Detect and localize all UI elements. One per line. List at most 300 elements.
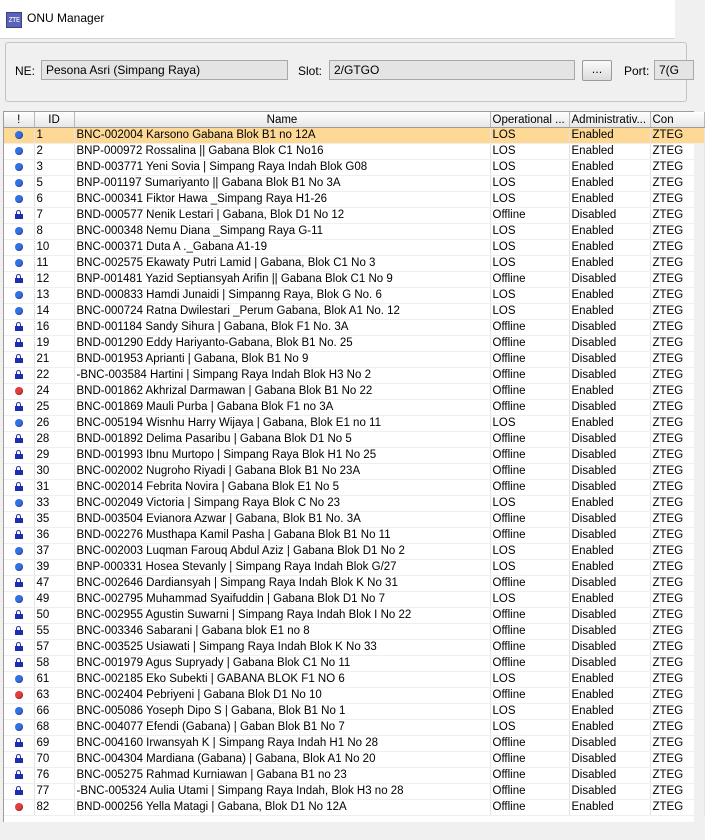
- table-row[interactable]: [4, 736, 704, 752]
- lock-icon: [15, 434, 23, 443]
- config-cell: ZTEG: [650, 656, 704, 672]
- name-cell: BNP-001481 Yazid Septiansyah Arifin || Gabana Blok C1 No 9: [74, 272, 490, 288]
- table-row[interactable]: [4, 640, 704, 656]
- id-cell: 63: [34, 688, 74, 704]
- operational-cell: LOS: [490, 496, 569, 512]
- id-cell: 82: [34, 800, 74, 816]
- status-cell: [4, 752, 34, 768]
- table-row[interactable]: [4, 400, 704, 416]
- operational-cell: Offline: [490, 432, 569, 448]
- name-cell: BNC-001979 Agus Supryady | Gabana Blok C1 No 11: [74, 656, 490, 672]
- table-row[interactable]: [4, 752, 704, 768]
- name-cell: -BNC-005324 Aulia Utami | Simpang Raya Indah, Blok H3 no 28: [74, 784, 490, 800]
- window-title: ONU Manager: [27, 11, 105, 25]
- lock-icon: [15, 770, 23, 779]
- config-cell: ZTEG: [650, 768, 704, 784]
- status-cell: [4, 400, 34, 416]
- config-cell: ZTEG: [650, 736, 704, 752]
- administrative-cell: Disabled: [569, 336, 650, 352]
- id-cell: 35: [34, 512, 74, 528]
- table-row[interactable]: [4, 560, 704, 576]
- id-cell: 57: [34, 640, 74, 656]
- operational-cell: Offline: [490, 784, 569, 800]
- id-cell: 6: [34, 192, 74, 208]
- config-cell: ZTEG: [650, 480, 704, 496]
- lock-icon: [15, 210, 23, 219]
- administrative-cell: Disabled: [569, 208, 650, 224]
- id-cell: 13: [34, 288, 74, 304]
- table-row[interactable]: [4, 432, 704, 448]
- status-cell: [4, 624, 34, 640]
- table-row[interactable]: [4, 800, 704, 816]
- table-row[interactable]: [4, 784, 704, 800]
- config-cell: ZTEG: [650, 432, 704, 448]
- administrative-cell: Enabled: [569, 800, 650, 816]
- blue-dot-icon: [15, 163, 23, 171]
- operational-cell: Offline: [490, 800, 569, 816]
- status-cell: [4, 544, 34, 560]
- lock-icon: [15, 274, 23, 283]
- config-cell: ZTEG: [650, 144, 704, 160]
- operational-cell: LOS: [490, 240, 569, 256]
- config-cell: ZTEG: [650, 352, 704, 368]
- table-row[interactable]: [4, 464, 704, 480]
- id-cell: 8: [34, 224, 74, 240]
- administrative-cell: Enabled: [569, 288, 650, 304]
- status-cell: [4, 432, 34, 448]
- config-cell: ZTEG: [650, 544, 704, 560]
- table-row[interactable]: [4, 416, 704, 432]
- operational-cell: Offline: [490, 656, 569, 672]
- table-row[interactable]: [4, 592, 704, 608]
- name-cell: BND-000577 Nenik Lestari | Gabana, Blok D1 No 12: [74, 208, 490, 224]
- port-field[interactable]: 7(G: [654, 60, 694, 80]
- config-cell: ZTEG: [650, 256, 704, 272]
- id-cell: 19: [34, 336, 74, 352]
- operational-cell: LOS: [490, 704, 569, 720]
- name-cell: BND-000256 Yella Matagi | Gabana, Blok D1 No 12A: [74, 800, 490, 816]
- administrative-cell: Disabled: [569, 624, 650, 640]
- name-cell: BNC-000341 Fiktor Hawa _Simpang Raya H1-26: [74, 192, 490, 208]
- config-cell: ZTEG: [650, 720, 704, 736]
- id-cell: 7: [34, 208, 74, 224]
- lock-icon: [15, 466, 23, 475]
- table-row[interactable]: [4, 224, 704, 240]
- administrative-cell: Enabled: [569, 144, 650, 160]
- operational-cell: LOS: [490, 416, 569, 432]
- status-cell: [4, 336, 34, 352]
- table-row[interactable]: [4, 544, 704, 560]
- blue-dot-icon: [15, 499, 23, 507]
- table-row[interactable]: [4, 128, 704, 144]
- lock-icon: [15, 402, 23, 411]
- table-row[interactable]: [4, 656, 704, 672]
- blue-dot-icon: [15, 147, 23, 155]
- id-cell: 14: [34, 304, 74, 320]
- column-header-administrative[interactable]: Administrativ...: [569, 112, 650, 128]
- operational-cell: Offline: [490, 688, 569, 704]
- administrative-cell: Enabled: [569, 720, 650, 736]
- table-row[interactable]: [4, 352, 704, 368]
- status-cell: [4, 176, 34, 192]
- lock-icon: [15, 370, 23, 379]
- blue-dot-icon: [15, 227, 23, 235]
- status-cell: [4, 320, 34, 336]
- operational-cell: Offline: [490, 384, 569, 400]
- config-cell: ZTEG: [650, 416, 704, 432]
- config-cell: ZTEG: [650, 496, 704, 512]
- status-cell: [4, 144, 34, 160]
- name-cell: BND-001290 Eddy Hariyanto-Gabana, Blok B1 No. 25: [74, 336, 490, 352]
- name-cell: BND-001892 Delima Pasaribu | Gabana Blok D1 No 5: [74, 432, 490, 448]
- id-cell: 22: [34, 368, 74, 384]
- blue-dot-icon: [15, 675, 23, 683]
- name-cell: BNC-005194 Wisnhu Harry Wijaya | Gabana, Blok E1 no 11: [74, 416, 490, 432]
- status-cell: [4, 304, 34, 320]
- status-cell: [4, 208, 34, 224]
- status-cell: [4, 464, 34, 480]
- column-header-name[interactable]: Name: [74, 112, 490, 128]
- name-cell: BNC-002002 Nugroho Riyadi | Gabana Blok B1 No 23A: [74, 464, 490, 480]
- name-cell: BNP-001197 Sumariyanto || Gabana Blok B1 No 3A: [74, 176, 490, 192]
- administrative-cell: Enabled: [569, 544, 650, 560]
- operational-cell: Offline: [490, 752, 569, 768]
- blue-dot-icon: [15, 563, 23, 571]
- administrative-cell: Disabled: [569, 400, 650, 416]
- lock-icon: [15, 354, 23, 363]
- blue-dot-icon: [15, 195, 23, 203]
- administrative-cell: Enabled: [569, 224, 650, 240]
- administrative-cell: Enabled: [569, 704, 650, 720]
- id-cell: 2: [34, 144, 74, 160]
- status-cell: [4, 352, 34, 368]
- id-cell: 10: [34, 240, 74, 256]
- administrative-cell: Disabled: [569, 352, 650, 368]
- zte-app-icon: ZTE: [6, 12, 22, 28]
- table-row[interactable]: [4, 192, 704, 208]
- operational-cell: Offline: [490, 512, 569, 528]
- table-row[interactable]: [4, 704, 704, 720]
- id-cell: 70: [34, 752, 74, 768]
- administrative-cell: Disabled: [569, 784, 650, 800]
- name-cell: BNC-002575 Ekawaty Putri Lamid | Gabana, Blok C1 No 3: [74, 256, 490, 272]
- config-cell: ZTEG: [650, 752, 704, 768]
- name-cell: BND-000833 Hamdi Junaidi | Simpanng Raya, Blok G No. 6: [74, 288, 490, 304]
- table-row[interactable]: [4, 720, 704, 736]
- name-cell: -BNC-003584 Hartini | Simpang Raya Indah Blok H3 No 2: [74, 368, 490, 384]
- administrative-cell: Enabled: [569, 496, 650, 512]
- red-dot-icon: [15, 803, 23, 811]
- table-row[interactable]: [4, 672, 704, 688]
- table-row[interactable]: [4, 688, 704, 704]
- status-cell: [4, 448, 34, 464]
- table-row[interactable]: [4, 304, 704, 320]
- config-cell: ZTEG: [650, 784, 704, 800]
- id-cell: 58: [34, 656, 74, 672]
- blue-dot-icon: [15, 707, 23, 715]
- operational-cell: Offline: [490, 320, 569, 336]
- config-cell: ZTEG: [650, 288, 704, 304]
- operational-cell: Offline: [490, 448, 569, 464]
- column-header-status[interactable]: !: [4, 112, 34, 128]
- status-cell: [4, 480, 34, 496]
- status-cell: [4, 384, 34, 400]
- id-cell: 77: [34, 784, 74, 800]
- lock-icon: [15, 610, 23, 619]
- blue-dot-icon: [15, 291, 23, 299]
- operational-cell: Offline: [490, 368, 569, 384]
- id-cell: 55: [34, 624, 74, 640]
- lock-icon: [15, 642, 23, 651]
- administrative-cell: Disabled: [569, 512, 650, 528]
- lock-icon: [15, 450, 23, 459]
- id-cell: 29: [34, 448, 74, 464]
- id-cell: 12: [34, 272, 74, 288]
- table-row[interactable]: [4, 496, 704, 512]
- name-cell: BNC-003346 Sabarani | Gabana blok E1 no 8: [74, 624, 490, 640]
- config-cell: ZTEG: [650, 608, 704, 624]
- name-cell: BNC-002003 Luqman Farouq Abdul Aziz | Gabana Blok D1 No 2: [74, 544, 490, 560]
- table-row[interactable]: [4, 368, 704, 384]
- lock-icon: [15, 626, 23, 635]
- name-cell: BNC-000371 Duta A ._Gabana A1-19: [74, 240, 490, 256]
- administrative-cell: Enabled: [569, 240, 650, 256]
- config-cell: ZTEG: [650, 224, 704, 240]
- id-cell: 25: [34, 400, 74, 416]
- table-row[interactable]: [4, 528, 704, 544]
- config-cell: ZTEG: [650, 688, 704, 704]
- status-cell: [4, 240, 34, 256]
- administrative-cell: Enabled: [569, 192, 650, 208]
- id-cell: 28: [34, 432, 74, 448]
- table-row[interactable]: [4, 256, 704, 272]
- table-row[interactable]: [4, 208, 704, 224]
- config-cell: ZTEG: [650, 512, 704, 528]
- name-cell: BNC-002955 Agustin Suwarni | Simpang Raya Indah Blok I No 22: [74, 608, 490, 624]
- status-cell: [4, 496, 34, 512]
- config-cell: ZTEG: [650, 640, 704, 656]
- operational-cell: LOS: [490, 176, 569, 192]
- administrative-cell: Enabled: [569, 176, 650, 192]
- table-row[interactable]: [4, 768, 704, 784]
- administrative-cell: Enabled: [569, 560, 650, 576]
- config-cell: ZTEG: [650, 272, 704, 288]
- status-cell: [4, 368, 34, 384]
- ne-label: NE:: [15, 64, 36, 78]
- administrative-cell: Disabled: [569, 656, 650, 672]
- operational-cell: LOS: [490, 192, 569, 208]
- name-cell: BNC-002004 Karsono Gabana Blok B1 no 12A: [74, 128, 490, 144]
- status-cell: [4, 576, 34, 592]
- name-cell: BNC-002646 Dardiansyah | Simpang Raya Indah Blok K No 31: [74, 576, 490, 592]
- status-cell: [4, 672, 34, 688]
- name-cell: BNC-002185 Eko Subekti | GABANA BLOK F1 NO 6: [74, 672, 490, 688]
- table-row[interactable]: [4, 160, 704, 176]
- blue-dot-icon: [15, 243, 23, 251]
- name-cell: BNC-004160 Irwansyah K | Simpang Raya Indah H1 No 28: [74, 736, 490, 752]
- name-cell: BNP-000331 Hosea Stevanly | Simpang Raya Indah Blok G/27: [74, 560, 490, 576]
- operational-cell: Offline: [490, 352, 569, 368]
- config-cell: ZTEG: [650, 528, 704, 544]
- lock-icon: [15, 754, 23, 763]
- administrative-cell: Enabled: [569, 688, 650, 704]
- id-cell: 3: [34, 160, 74, 176]
- administrative-cell: Disabled: [569, 320, 650, 336]
- id-cell: 47: [34, 576, 74, 592]
- id-cell: 37: [34, 544, 74, 560]
- column-header-operational[interactable]: Operational ...: [490, 112, 569, 128]
- id-cell: 68: [34, 720, 74, 736]
- table-row[interactable]: [4, 176, 704, 192]
- id-cell: 76: [34, 768, 74, 784]
- config-cell: ZTEG: [650, 368, 704, 384]
- operational-cell: LOS: [490, 224, 569, 240]
- slot-field[interactable]: 2/GTGO: [329, 60, 575, 80]
- status-cell: [4, 704, 34, 720]
- table-row[interactable]: [4, 624, 704, 640]
- config-cell: ZTEG: [650, 800, 704, 816]
- operational-cell: Offline: [490, 272, 569, 288]
- id-cell: 30: [34, 464, 74, 480]
- config-cell: ZTEG: [650, 400, 704, 416]
- administrative-cell: Disabled: [569, 736, 650, 752]
- operational-cell: LOS: [490, 128, 569, 144]
- table-row[interactable]: [4, 240, 704, 256]
- administrative-cell: Disabled: [569, 576, 650, 592]
- administrative-cell: Enabled: [569, 128, 650, 144]
- blue-dot-icon: [15, 307, 23, 315]
- id-cell: 36: [34, 528, 74, 544]
- name-cell: BNC-002014 Febrita Novira | Gabana Blok E1 No 5: [74, 480, 490, 496]
- slot-label: Slot:: [298, 64, 323, 78]
- name-cell: BNC-002404 Pebriyeni | Gabana Blok D1 No 10: [74, 688, 490, 704]
- operational-cell: Offline: [490, 576, 569, 592]
- id-cell: 61: [34, 672, 74, 688]
- operational-cell: LOS: [490, 544, 569, 560]
- config-cell: ZTEG: [650, 304, 704, 320]
- id-cell: 21: [34, 352, 74, 368]
- id-cell: 24: [34, 384, 74, 400]
- status-cell: [4, 288, 34, 304]
- status-cell: [4, 688, 34, 704]
- id-cell: 11: [34, 256, 74, 272]
- table-row[interactable]: [4, 576, 704, 592]
- table-row[interactable]: [4, 480, 704, 496]
- table-row[interactable]: [4, 512, 704, 528]
- administrative-cell: Enabled: [569, 672, 650, 688]
- operational-cell: LOS: [490, 672, 569, 688]
- status-cell: [4, 592, 34, 608]
- operational-cell: LOS: [490, 160, 569, 176]
- operational-cell: Offline: [490, 480, 569, 496]
- config-cell: ZTEG: [650, 704, 704, 720]
- administrative-cell: Disabled: [569, 272, 650, 288]
- id-cell: 33: [34, 496, 74, 512]
- title-bar: [0, 0, 675, 39]
- status-cell: [4, 560, 34, 576]
- id-cell: 5: [34, 176, 74, 192]
- status-cell: [4, 608, 34, 624]
- administrative-cell: Enabled: [569, 592, 650, 608]
- status-cell: [4, 128, 34, 144]
- status-cell: [4, 640, 34, 656]
- operational-cell: LOS: [490, 304, 569, 320]
- name-cell: BND-001993 Ibnu Murtopo | Simpang Raya Blok H1 No 25: [74, 448, 490, 464]
- status-cell: [4, 224, 34, 240]
- status-cell: [4, 784, 34, 800]
- config-cell: ZTEG: [650, 592, 704, 608]
- administrative-cell: Disabled: [569, 432, 650, 448]
- id-cell: 31: [34, 480, 74, 496]
- administrative-cell: Disabled: [569, 752, 650, 768]
- ne-field[interactable]: Pesona Asri (Simpang Raya): [41, 60, 288, 80]
- table-row[interactable]: [4, 272, 704, 288]
- lock-icon: [15, 322, 23, 331]
- name-cell: BND-003504 Evianora Azwar | Gabana, Blok B1 No. 3A: [74, 512, 490, 528]
- lock-icon: [15, 482, 23, 491]
- status-cell: [4, 656, 34, 672]
- name-cell: BND-003771 Yeni Sovia | Simpang Raya Indah Blok G08: [74, 160, 490, 176]
- status-cell: [4, 768, 34, 784]
- status-cell: [4, 192, 34, 208]
- blue-dot-icon: [15, 595, 23, 603]
- name-cell: BND-001953 Aprianti | Gabana, Blok B1 No 9: [74, 352, 490, 368]
- config-cell: ZTEG: [650, 448, 704, 464]
- lock-icon: [15, 786, 23, 795]
- operational-cell: Offline: [490, 640, 569, 656]
- red-dot-icon: [15, 691, 23, 699]
- operational-cell: Offline: [490, 336, 569, 352]
- status-cell: [4, 720, 34, 736]
- name-cell: BNC-000348 Nemu Diana _Simpang Raya G-11: [74, 224, 490, 240]
- name-cell: BNP-000972 Rossalina || Gabana Blok C1 No16: [74, 144, 490, 160]
- administrative-cell: Enabled: [569, 256, 650, 272]
- operational-cell: Offline: [490, 736, 569, 752]
- name-cell: BNC-002795 Muhammad Syaifuddin | Gabana Blok D1 No 7: [74, 592, 490, 608]
- name-cell: BNC-000724 Ratna Dwilestari _Perum Gabana, Blok A1 No. 12: [74, 304, 490, 320]
- lock-icon: [15, 530, 23, 539]
- onu-table[interactable]: [3, 111, 694, 822]
- administrative-cell: Disabled: [569, 464, 650, 480]
- name-cell: BND-001184 Sandy Sihura | Gabana, Blok F1 No. 3A: [74, 320, 490, 336]
- status-cell: [4, 512, 34, 528]
- config-cell: ZTEG: [650, 336, 704, 352]
- table-row[interactable]: [4, 288, 704, 304]
- column-header-id[interactable]: ID: [34, 112, 74, 128]
- config-cell: ZTEG: [650, 240, 704, 256]
- browse-button[interactable]: ...: [582, 60, 612, 81]
- column-header-config[interactable]: Con: [650, 112, 704, 128]
- config-cell: ZTEG: [650, 384, 704, 400]
- operational-cell: LOS: [490, 144, 569, 160]
- name-cell: BND-002276 Musthapa Kamil Pasha | Gabana Blok B1 No 11: [74, 528, 490, 544]
- operational-cell: Offline: [490, 608, 569, 624]
- status-cell: [4, 272, 34, 288]
- table-row[interactable]: [4, 144, 704, 160]
- administrative-cell: Enabled: [569, 384, 650, 400]
- table-row[interactable]: [4, 320, 704, 336]
- name-cell: BNC-004304 Mardiana (Gabana) | Gabana, Blok A1 No 20: [74, 752, 490, 768]
- status-cell: [4, 736, 34, 752]
- operational-cell: LOS: [490, 256, 569, 272]
- table-row[interactable]: [4, 336, 704, 352]
- table-row[interactable]: [4, 608, 704, 624]
- config-cell: ZTEG: [650, 560, 704, 576]
- table-row[interactable]: [4, 448, 704, 464]
- lock-icon: [15, 738, 23, 747]
- status-cell: [4, 800, 34, 816]
- table-row[interactable]: [4, 384, 704, 400]
